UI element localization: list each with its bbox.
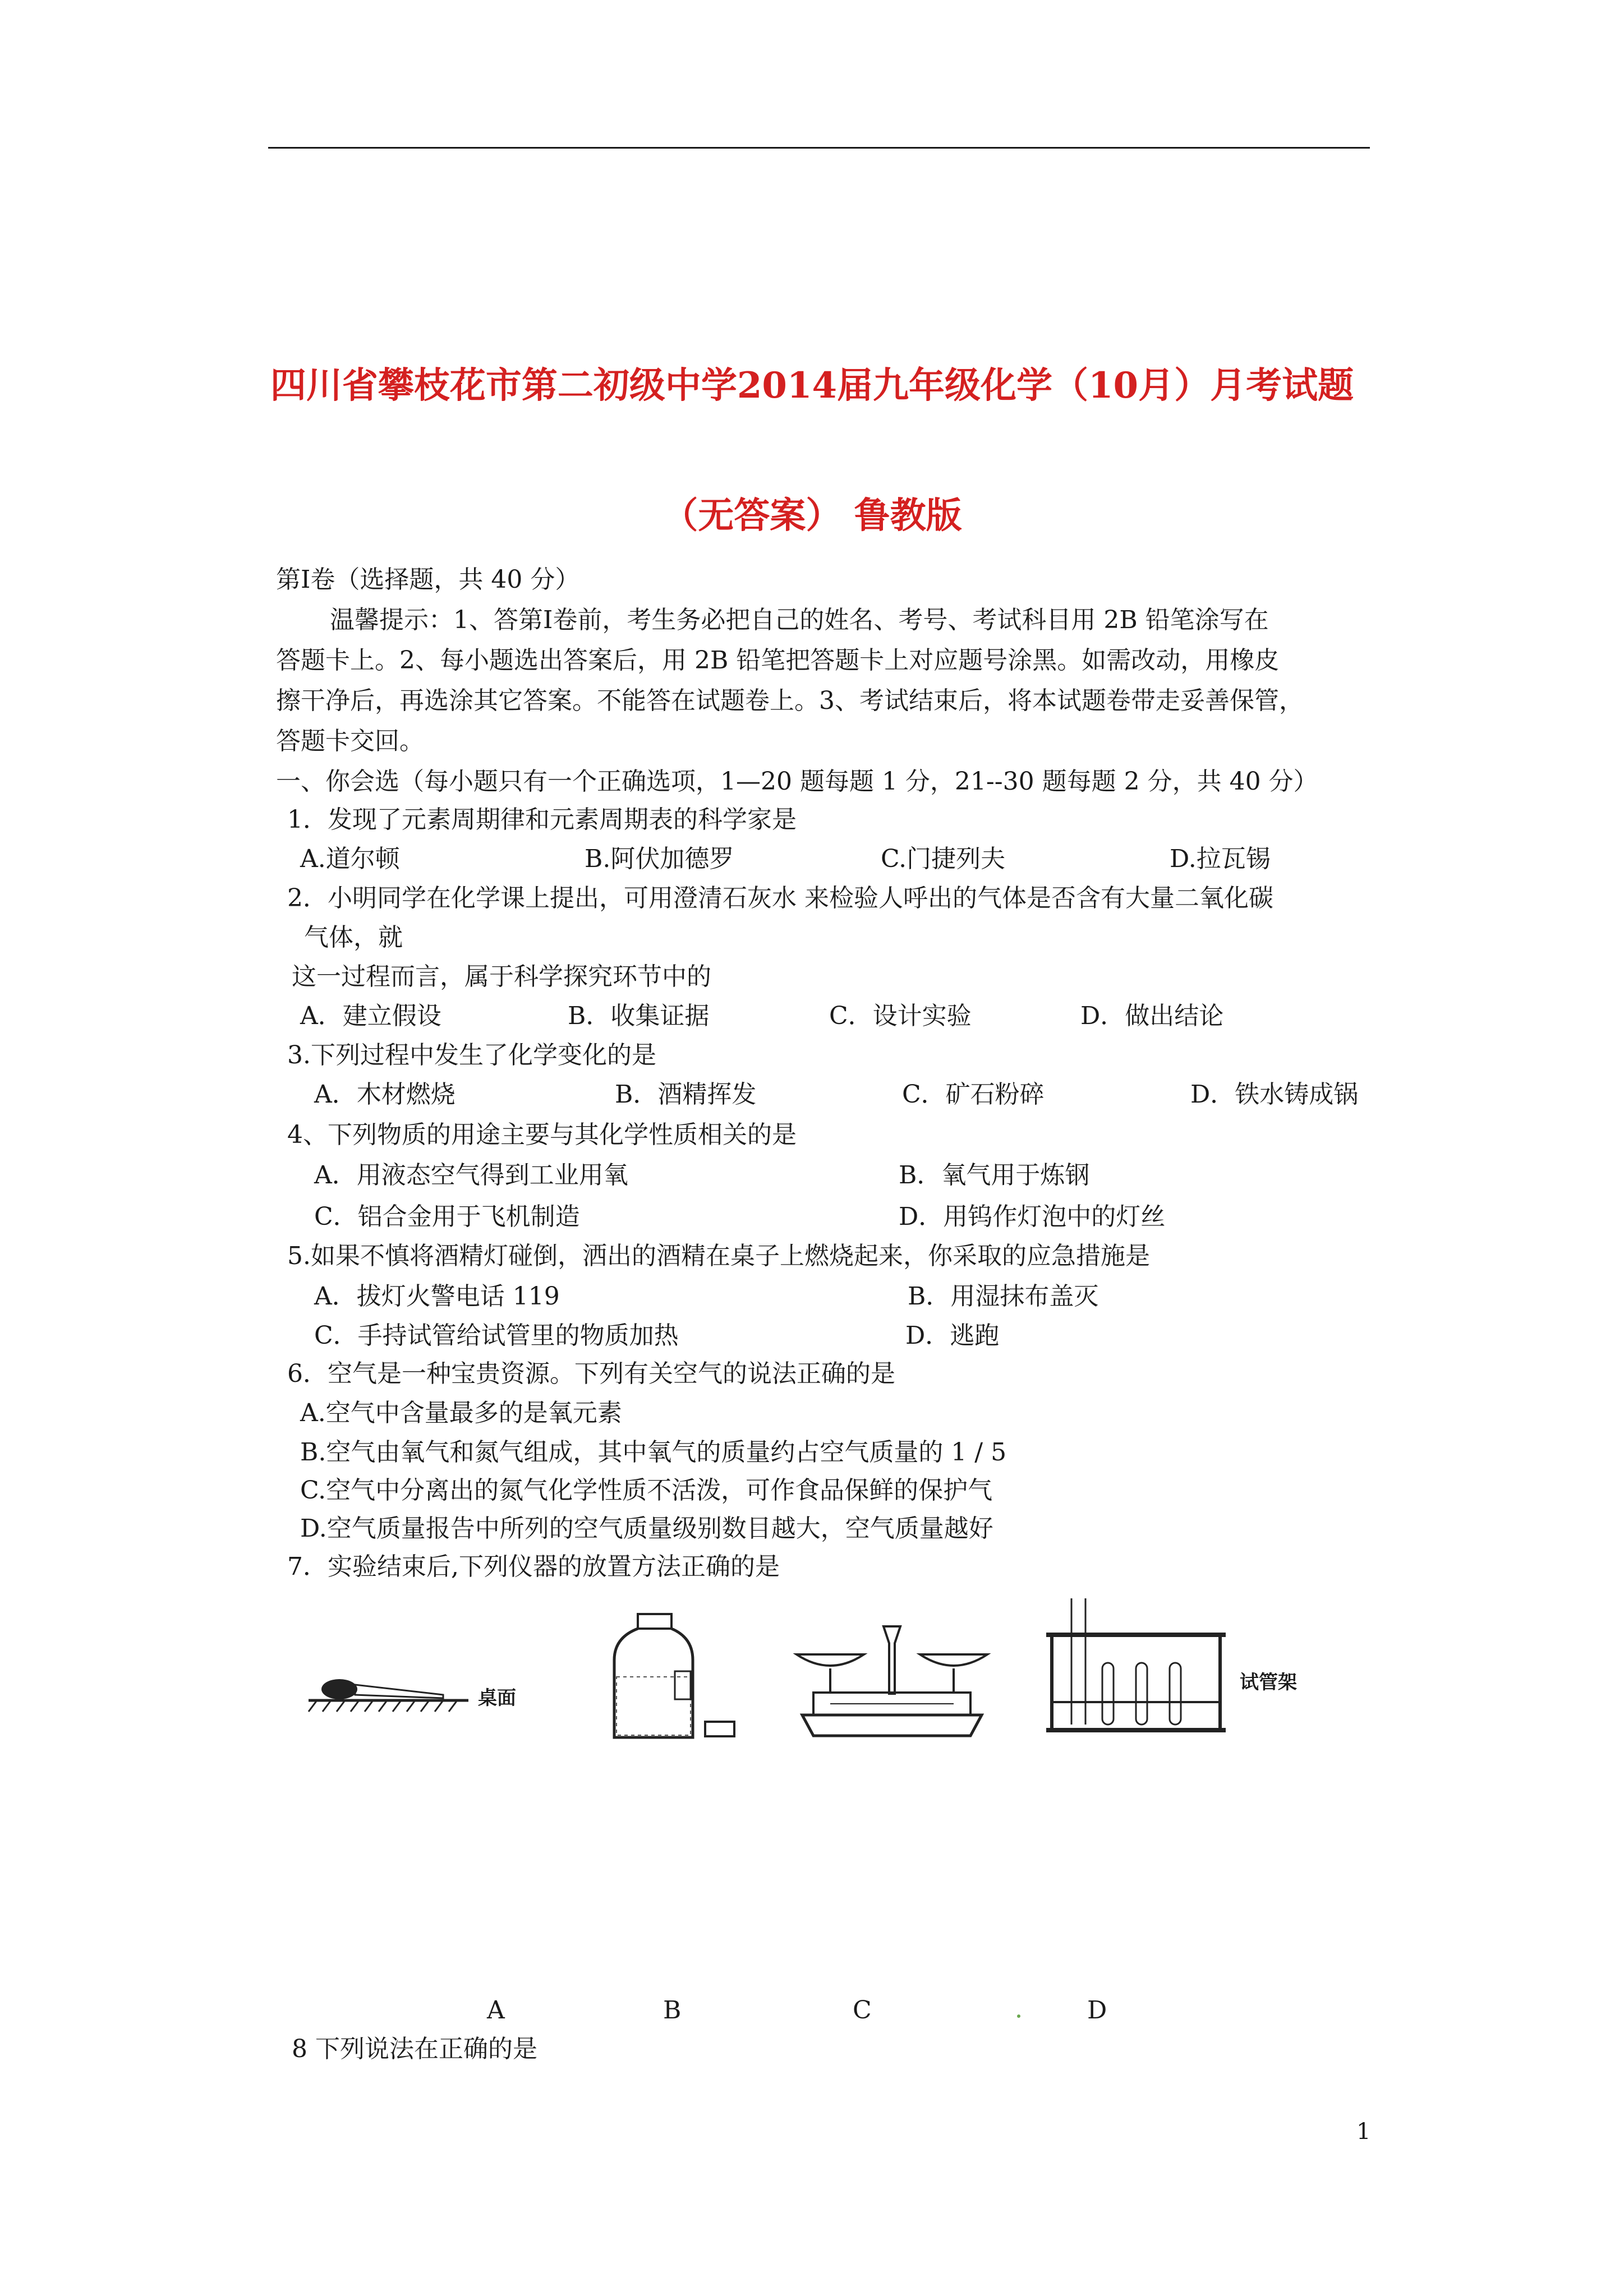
header-rule — [268, 147, 1370, 149]
q5-option-d: D．逃跑 — [905, 1321, 1000, 1350]
q7-letter-d: D — [1087, 1996, 1107, 2025]
q1-option-c: C.门捷列夫 — [881, 845, 1006, 873]
q3-option-d: D．铁水铸成锅 — [1190, 1080, 1359, 1109]
tip-line-4: 答题卡交回。 — [276, 727, 424, 755]
q2-option-d: D．做出结论 — [1080, 1002, 1224, 1030]
q6-stem: 6．空气是一种宝贵资源。下列有关空气的说法正确的是 — [287, 1359, 895, 1388]
figure-d-test-tube-rack — [1041, 1596, 1234, 1741]
q6-option-c: C.空气中分离出的氮气化学性质不活泼，可作食品保鲜的保护气 — [300, 1476, 993, 1505]
q4-option-a: A．用液态空气得到工业用氧 — [314, 1161, 628, 1190]
page-title: 四川省攀枝花市第二初级中学2014届九年级化学（10月）月考试题 — [270, 365, 1354, 407]
q5-option-c: C．手持试管给试管里的物质加热 — [314, 1321, 679, 1350]
q4-option-b: B．氧气用于炼钢 — [899, 1161, 1090, 1190]
q3-option-c: C．矿石粉碎 — [902, 1080, 1045, 1109]
q2-option-b: B．收集证据 — [568, 1002, 710, 1030]
part-one-heading: 一、你会选（每小题只有一个正确选项，1—20 题每题 1 分，21--30 题每题 2 分，共 40 分） — [276, 767, 1318, 796]
q6-option-b: B.空气由氧气和氮气组成，其中氧气的质量约占空气质量的 1 / 5 — [300, 1438, 1007, 1467]
q3-stem: 3.下列过程中发生了化学变化的是 — [287, 1041, 656, 1069]
q1-option-a: A.道尔顿 — [300, 845, 400, 873]
q2-option-a: A．建立假设 — [300, 1002, 441, 1030]
q2-stem-line-2: 气体，就 — [304, 923, 403, 952]
q1-option-d: D.拉瓦锡 — [1170, 845, 1271, 873]
figure-b-reagent-bottle — [609, 1610, 749, 1744]
q1-stem: 1．发现了元素周期律和元素周期表的科学家是 — [287, 805, 797, 834]
tip-line-3: 擦干净后，再选涂其它答案。不能答在试题卷上。3、考试结束后，将本试题卷带走妥善保管， — [276, 686, 1304, 715]
tip-line-1: 温馨提示：1、答第Ⅰ卷前，考生务必把自己的姓名、考号、考试科目用 2B 铅笔涂写在 — [330, 606, 1269, 634]
figure-c-balance — [785, 1621, 999, 1744]
q4-stem: 4、下列物质的用途主要与其化学性质相关的是 — [287, 1121, 797, 1149]
q3-option-a: A．木材燃烧 — [314, 1080, 456, 1109]
q7-stem: 7．实验结束后,下列仪器的放置方法正确的是 — [287, 1552, 780, 1581]
figure-d-rack-label: 试管架 — [1240, 1671, 1297, 1694]
q2-stem-line-1: 2．小明同学在化学课上提出，可用澄清石灰水 来检验人呼出的气体是否含有大量二氧化碳 — [287, 884, 1273, 912]
q5-stem: 5.如果不慎将酒精灯碰倒，洒出的酒精在桌子上燃烧起来，你采取的应急措施是 — [287, 1242, 1150, 1270]
q3-option-b: B．酒精挥发 — [615, 1080, 757, 1109]
section-heading: 第Ⅰ卷（选择题，共 40 分） — [276, 565, 580, 594]
q6-option-d: D.空气质量报告中所列的空气质量级别数目越大，空气质量越好 — [300, 1514, 993, 1543]
figure-a-desk-label: 桌面 — [478, 1687, 516, 1709]
q7-letter-a: A — [487, 1996, 505, 2025]
q5-option-b: B．用湿抹布盖灭 — [908, 1282, 1099, 1311]
q4-option-c: C．铝合金用于飞机制造 — [314, 1202, 580, 1231]
q6-option-a: A.空气中含量最多的是氧元素 — [300, 1399, 622, 1427]
q7-letter-c: C — [853, 1996, 872, 2025]
tip-line-2: 答题卡上。2、每小题选出答案后，用 2B 铅笔把答题卡上对应题号涂黑。如需改动，用橡皮 — [276, 646, 1280, 675]
q5-option-a: A．拔灯火警电话 119 — [314, 1282, 560, 1311]
stray-mark — [1017, 2014, 1020, 2018]
q4-option-d: D．用钨作灯泡中的灯丝 — [899, 1202, 1166, 1231]
q8-stem: 8 下列说法在正确的是 — [292, 2035, 537, 2063]
q7-letter-b: B — [663, 1996, 682, 2025]
q1-option-b: B.阿伏加德罗 — [585, 845, 734, 873]
q2-stem-line-3: 这一过程而言，属于科学探究环节中的 — [292, 962, 711, 991]
page-number: 1 — [1356, 2119, 1371, 2145]
page-subtitle: （无答案） 鲁教版 — [662, 495, 962, 537]
q2-option-c: C．设计实验 — [829, 1002, 972, 1030]
